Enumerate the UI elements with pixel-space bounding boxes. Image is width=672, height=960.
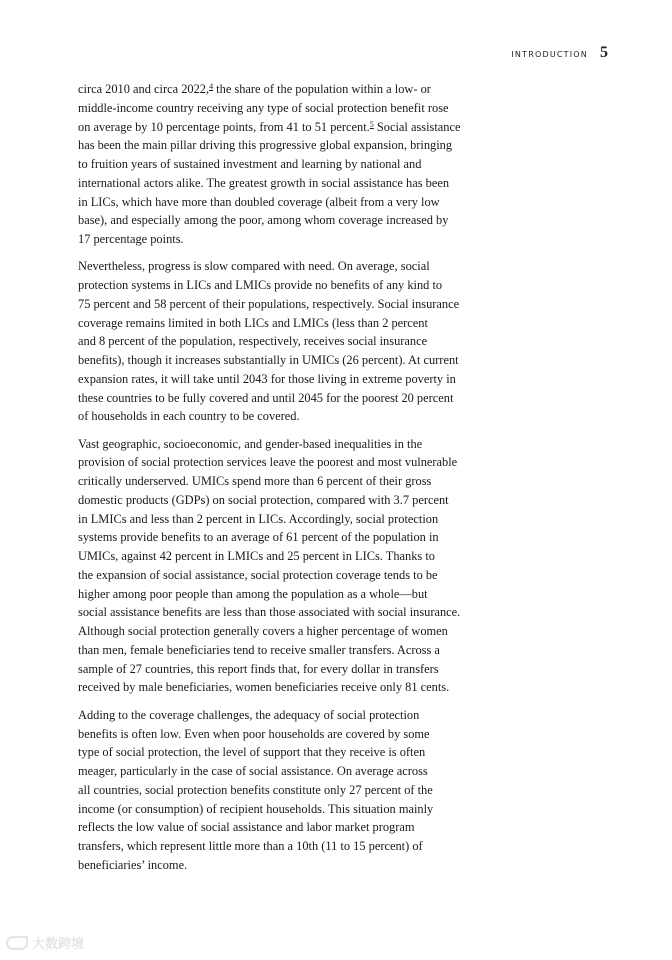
text-line: transfers, which represent little more than a 10th (11 to 15 percent) of bbox=[78, 839, 423, 854]
text-line: to fruition years of sustained investment and learning by national and bbox=[78, 157, 422, 171]
text-line: has been the main pillar driving this progressive global expansion, bringing bbox=[78, 138, 453, 153]
page-number: 5 bbox=[600, 44, 608, 61]
text-line: critically underserved. UMICs spend more than 6 percent of their gross bbox=[78, 474, 432, 489]
text-line: international actors alike. The greatest growth in social assistance has been bbox=[78, 175, 450, 190]
text: circa 2010 and circa 2022, bbox=[78, 82, 210, 96]
text-line: Vast geographic, socioeconomic, and gender-based inequalities in the bbox=[78, 436, 423, 451]
text-line bbox=[78, 118, 518, 137]
text-line: UMICs, against 42 percent in LMICs and 25 percent in LICs. Thanks to bbox=[78, 549, 435, 564]
text-line: benefits), though it increases substantially in UMICs (26 percent). At current bbox=[78, 353, 459, 368]
text-line: systems provide benefits to an average of 61 percent of the population in bbox=[78, 530, 439, 545]
text-line: sample of 27 countries, this report finds that, for every dollar in transfers bbox=[78, 661, 439, 676]
text-line: middle-income country receiving any type of social protection benefit rose bbox=[78, 100, 449, 115]
paragraph-3 bbox=[78, 435, 518, 698]
section-title: INTRODUCTION bbox=[511, 50, 588, 59]
text-line: received by male beneficiaries, women beneficiaries receive only 81 cents. bbox=[78, 680, 450, 695]
text-line: provision of social protection services leave the poorest and most vulnerable bbox=[78, 455, 458, 470]
paragraph-4 bbox=[78, 706, 518, 875]
text-line: social assistance benefits are less than those associated with social insurance. bbox=[78, 605, 461, 620]
text-line: beneficiaries’ income. bbox=[78, 857, 188, 872]
text-line: of households in each country to be covered. bbox=[78, 409, 300, 424]
watermark-text: 大数跨境 bbox=[32, 937, 85, 952]
text-line: protection systems in LICs and LMICs provide no benefits of any kind to bbox=[78, 278, 443, 293]
running-header bbox=[511, 44, 608, 62]
paragraph-1 bbox=[78, 80, 518, 249]
text-line: the expansion of social assistance, social protection coverage tends to be bbox=[78, 567, 438, 582]
text: on average by 10 percentage points, from 41 to 51 percent. bbox=[78, 119, 370, 134]
text-line: these countries to be fully covered and until 2045 for the poorest 20 percent bbox=[78, 390, 454, 405]
text-line: 17 percentage points. bbox=[78, 232, 184, 246]
text-line: Adding to the coverage challenges, the adequacy of social protection bbox=[78, 707, 420, 722]
text-line: income (or consumption) of recipient households. This situation mainly bbox=[78, 801, 434, 816]
text-line: base), and especially among the poor, among whom coverage increased by bbox=[78, 213, 449, 228]
footnote-ref-4[interactable]: 4 bbox=[209, 82, 214, 91]
text-line: Although social protection generally covers a higher percentage of women bbox=[78, 624, 448, 639]
text-line: in LMICs and less than 2 percent in LICs. Accordingly, social protection bbox=[78, 511, 439, 526]
text: Social assistance bbox=[373, 119, 461, 134]
text-line: expansion rates, it will take until 2043 for those living in extreme poverty in bbox=[78, 371, 456, 386]
text-line bbox=[78, 80, 518, 99]
text-line: meager, particularly in the case of social assistance. On average across bbox=[78, 764, 428, 779]
text-line: Nevertheless, progress is slow compared with need. On average, social bbox=[78, 259, 430, 274]
text-line: in LICs, which have more than doubled coverage (albeit from a very low bbox=[78, 194, 440, 209]
body-text bbox=[78, 80, 518, 883]
text-line: benefits is often low. Even when poor households are covered by some bbox=[78, 726, 430, 741]
paragraph-2 bbox=[78, 257, 518, 426]
watermark-logo-icon bbox=[6, 936, 28, 950]
text: the share of the population within a low- or bbox=[213, 82, 431, 96]
watermark bbox=[6, 933, 84, 952]
text-line: domestic products (GDPs) on social protection, compared with 3.7 percent bbox=[78, 492, 449, 507]
text-line: than men, female beneficiaries tend to receive smaller transfers. Across a bbox=[78, 642, 440, 657]
text-line: coverage remains limited in both LICs and LMICs (less than 2 percent bbox=[78, 315, 428, 330]
text-line: all countries, social protection benefits constitute only 27 percent of the bbox=[78, 782, 433, 797]
text-line: and 8 percent of the population, respectively, receives social insurance bbox=[78, 334, 428, 349]
text-line: 75 percent and 58 percent of their populations, respectively. Social insurance bbox=[78, 296, 460, 311]
footnote-ref-5[interactable]: 5 bbox=[369, 119, 374, 129]
text-line: higher among poor people than among the population as a whole—but bbox=[78, 586, 428, 601]
text-line: reflects the low value of social assistance and labor market program bbox=[78, 820, 415, 835]
text-line: type of social protection, the level of support that they receive is often bbox=[78, 745, 426, 760]
